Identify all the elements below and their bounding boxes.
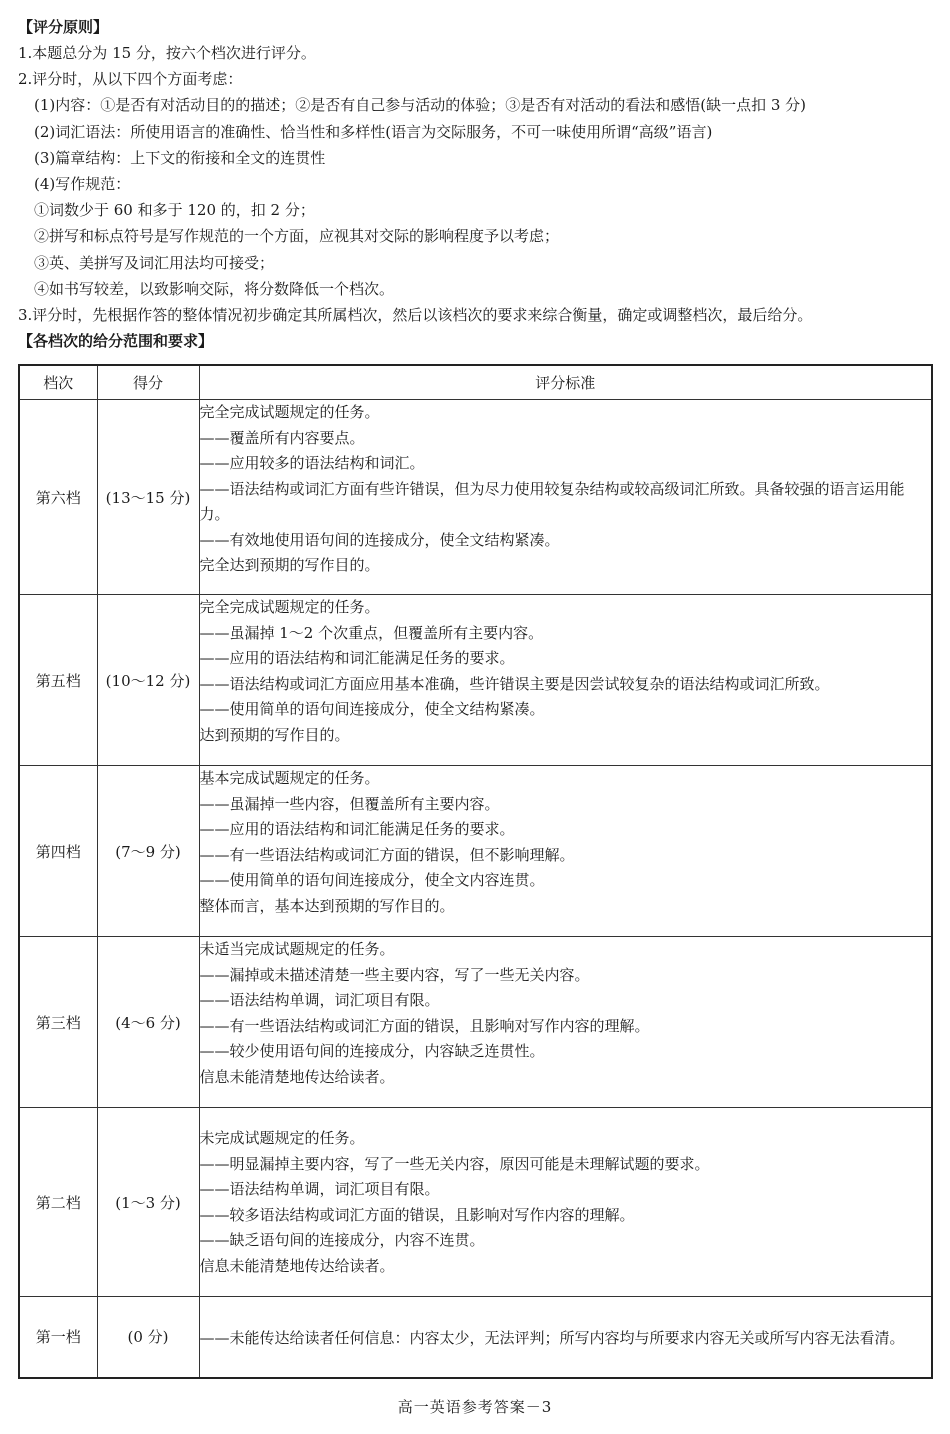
principle-line: 2.评分时，从以下四个方面考虑： xyxy=(18,70,243,89)
criteria-line: ——应用的语法结构和词汇能满足任务的要求。 xyxy=(199,649,515,667)
header-score: 得分 xyxy=(97,365,199,400)
criteria-line: 完全达到预期的写作目的。 xyxy=(199,556,380,574)
level-cell: 第二档 xyxy=(19,1108,97,1297)
principles-heading: 【评分原则】 xyxy=(18,18,109,36)
criteria-line: ——覆盖所有内容要点。 xyxy=(199,428,365,447)
table-row xyxy=(19,1108,932,1297)
level-cell: 第六档 xyxy=(19,400,97,595)
criteria-line: ——使用简单的语句间连接成分，使全文内容连贯。 xyxy=(199,871,545,889)
criteria-line: ——虽漏掉 1～2 个次重点，但覆盖所有主要内容。 xyxy=(199,623,544,642)
criteria-cell xyxy=(199,766,932,937)
scoring-levels-table xyxy=(18,364,933,1379)
score-cell: (1～3 分) xyxy=(97,1108,199,1297)
table-row xyxy=(19,400,932,595)
criteria-cell xyxy=(199,1108,932,1297)
score-cell: (7～9 分) xyxy=(97,766,199,937)
criteria-line: ——有效地使用语句间的连接成分，使全文结构紧凑。 xyxy=(199,530,560,549)
criteria-line: 完全完成试题规定的任务。 xyxy=(199,403,380,421)
criteria-cell xyxy=(199,595,932,766)
criteria-line: ——语法结构或词汇方面有些许错误，但为尽力使用较复杂结构或较高级词汇所致。具备较强的语言运用能力。 xyxy=(199,479,905,523)
principle-line: ④如书写较差，以致影响交际，将分数降低一个档次。 xyxy=(34,279,395,298)
principle-line: ③英、美拼写及词汇用法均可接受； xyxy=(34,253,275,272)
principle-line: (3)篇章结构：上下文的衔接和全文的连贯性 xyxy=(34,148,326,167)
table-header-row xyxy=(19,365,932,400)
header-criteria: 评分标准 xyxy=(199,365,932,400)
criteria-line: ——语法结构单调，词汇项目有限。 xyxy=(199,1180,440,1198)
criteria-line: ——应用较多的语法结构和词汇。 xyxy=(199,454,425,472)
criteria-line: 未适当完成试题规定的任务。 xyxy=(199,940,395,958)
criteria-line: ——明显漏掉主要内容，写了一些无关内容，原因可能是未理解试题的要求。 xyxy=(199,1154,710,1173)
criteria-line: 信息未能清楚地传达给读者。 xyxy=(199,1067,395,1086)
table-row xyxy=(19,595,932,766)
header-level: 档次 xyxy=(19,365,97,400)
criteria-line: ——较少使用语句间的连接成分，内容缺乏连贯性。 xyxy=(199,1042,545,1060)
score-cell: (10～12 分) xyxy=(97,595,199,766)
principle-line: 3.评分时，先根据作答的整体情况初步确定其所属档次，然后以该档次的要求来综合衡量，确定或调整档次，最后给分。 xyxy=(18,306,813,325)
table-row xyxy=(19,766,932,937)
score-cell: (4～6 分) xyxy=(97,937,199,1108)
table-row xyxy=(19,937,932,1108)
principle-line: (2)词汇语法：所使用语言的准确性、恰当性和多样性(语言为交际服务，不可一味使用所谓“高级”语言) xyxy=(34,122,713,141)
criteria-line: ——有一些语法结构或词汇方面的错误，但不影响理解。 xyxy=(199,845,575,864)
principle-line: 1.本题总分为 15 分，按六个档次进行评分。 xyxy=(18,44,316,62)
level-cell: 第四档 xyxy=(19,766,97,937)
principle-line: (4)写作规范： xyxy=(34,175,131,194)
level-cell: 第一档 xyxy=(19,1297,97,1378)
criteria-cell xyxy=(199,400,932,595)
criteria-line: ——缺乏语句间的连接成分，内容不连贯。 xyxy=(199,1231,485,1249)
criteria-cell xyxy=(199,937,932,1108)
criteria-line: 整体而言，基本达到预期的写作目的。 xyxy=(199,896,455,915)
criteria-cell xyxy=(199,1297,932,1378)
level-cell: 第三档 xyxy=(19,937,97,1108)
criteria-line: 未完成试题规定的任务。 xyxy=(199,1129,365,1147)
criteria-line: ——较多语法结构或词汇方面的错误，且影响对写作内容的理解。 xyxy=(199,1205,635,1224)
table-row xyxy=(19,1297,932,1378)
criteria-line: ——语法结构单调，词汇项目有限。 xyxy=(199,991,440,1009)
levels-heading: 【各档次的给分范围和要求】 xyxy=(18,332,214,351)
principle-line: ②拼写和标点符号是写作规范的一个方面，应视其对交际的影响程度予以考虑； xyxy=(34,227,560,246)
criteria-line: 基本完成试题规定的任务。 xyxy=(199,769,380,787)
page-footer: 高一英语参考答案－3 xyxy=(397,1398,553,1416)
criteria-line: ——虽漏掉一些内容，但覆盖所有主要内容。 xyxy=(199,794,500,813)
criteria-line: ——语法结构或词汇方面应用基本准确，些许错误主要是因尝试较复杂的语法结构或词汇所致。 xyxy=(199,674,830,693)
scoring-principles xyxy=(18,14,934,354)
criteria-line: ——有一些语法结构或词汇方面的错误，且影响对写作内容的理解。 xyxy=(199,1016,650,1035)
principle-line: (1)内容：①是否有对活动目的的描述；②是否有自己参与活动的体验；③是否有对活动的看法和感悟(缺一点扣 3 分) xyxy=(34,96,807,115)
principle-line: ①词数少于 60 和多于 120 的，扣 2 分； xyxy=(34,201,315,220)
criteria-line: 完全完成试题规定的任务。 xyxy=(199,598,380,616)
criteria-line: ——应用的语法结构和词汇能满足任务的要求。 xyxy=(199,820,515,838)
criteria-line: 达到预期的写作目的。 xyxy=(199,725,350,744)
score-cell: (0 分) xyxy=(97,1297,199,1378)
score-cell: (13～15 分) xyxy=(97,400,199,595)
criteria-line: ——未能传达给读者任何信息：内容太少，无法评判；所写内容均与所要求内容无关或所写内容无法看清。 xyxy=(199,1329,905,1347)
criteria-line: ——使用简单的语句间连接成分，使全文结构紧凑。 xyxy=(199,700,545,718)
criteria-line: ——漏掉或未描述清楚一些主要内容，写了一些无关内容。 xyxy=(199,965,590,984)
criteria-line: 信息未能清楚地传达给读者。 xyxy=(199,1256,395,1275)
level-cell: 第五档 xyxy=(19,595,97,766)
